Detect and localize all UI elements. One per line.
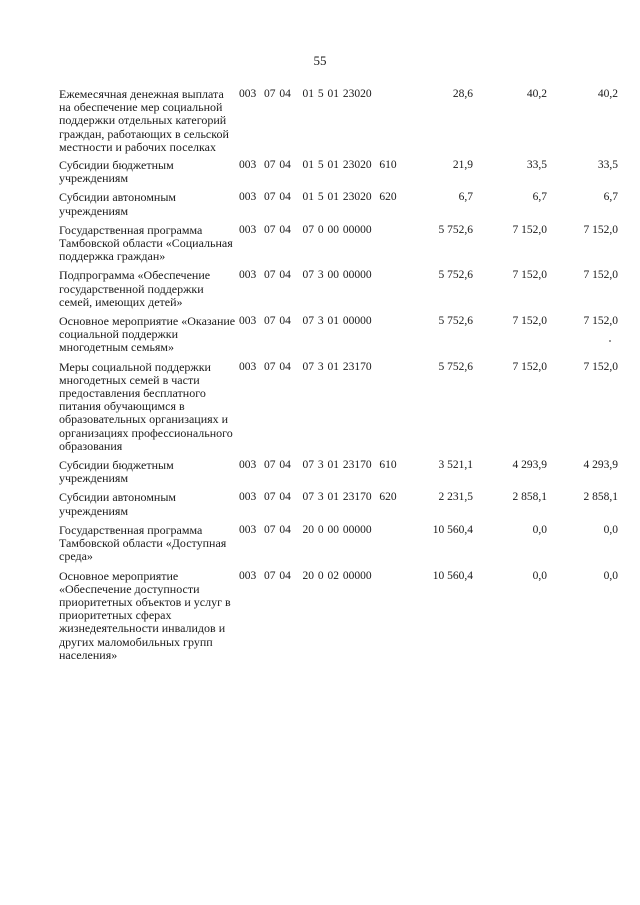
page-number: 55 xyxy=(313,53,327,68)
row-value-1: 5 752,6 xyxy=(438,360,473,373)
row-code: 003 07 04 07 3 00 00000 xyxy=(239,269,372,282)
row-code: 003 07 04 20 0 00 00000 xyxy=(239,523,372,536)
row-value-3: 0,0 xyxy=(603,569,618,582)
row-value-3: 7 152,0 xyxy=(583,223,618,236)
row-code: 003 07 04 01 5 01 23020 xyxy=(239,88,372,100)
row-value-2: 7 152,0 xyxy=(512,223,547,236)
row-code: 003 07 04 07 3 01 00000 xyxy=(239,315,372,328)
budget-table xyxy=(59,88,629,668)
row-name: Субсидии бюджетным учреждениям xyxy=(59,458,174,486)
row-value-3: 7 152,0 xyxy=(583,269,618,282)
row-value-3: 2 858,1 xyxy=(583,491,618,504)
row-name: Государственная программа Тамбовской области «Социальная поддержка граждан» xyxy=(59,222,233,264)
row-value-2: 0,0 xyxy=(532,523,547,536)
row-value-1: 5 752,6 xyxy=(438,315,473,328)
row-name: Субсидии автономным учреждениям xyxy=(59,490,176,518)
scan-speck xyxy=(609,340,611,342)
table-row xyxy=(59,88,629,154)
row-value-1: 10 560,4 xyxy=(432,523,473,536)
row-code: 003 07 04 07 0 00 00000 xyxy=(239,223,372,236)
row-value-2: 7 152,0 xyxy=(512,269,547,282)
row-name: Государственная программа Тамбовской области «Доступная среда» xyxy=(59,522,227,564)
row-value-3: 33,5 xyxy=(597,159,618,172)
row-value-1: 10 560,4 xyxy=(432,569,473,582)
table-row xyxy=(59,361,629,453)
row-value-2: 6,7 xyxy=(532,191,547,204)
row-code: 003 07 04 07 3 01 23170 610 xyxy=(239,459,397,472)
row-value-1: 21,9 xyxy=(452,159,473,172)
table-row xyxy=(59,315,629,355)
row-name: Подпрограмма «Обеспечение государственной поддержки семей, имеющих детей» xyxy=(59,268,211,309)
table-row xyxy=(59,191,629,217)
row-value-2: 0,0 xyxy=(532,569,547,582)
table-row xyxy=(59,224,629,264)
row-name: Меры социальной поддержки многодетных семей в части предоставления бесплатного питания обучающимся в образовательных организациях и организациях профессионального образования xyxy=(59,359,233,453)
row-value-3: 7 152,0 xyxy=(583,315,618,328)
row-value-2: 4 293,9 xyxy=(512,459,547,472)
row-name: Субсидии бюджетным учреждениям xyxy=(59,158,174,186)
row-code: 003 07 04 07 3 01 23170 620 xyxy=(239,491,397,504)
row-value-2: 2 858,1 xyxy=(512,491,547,504)
row-value-3: 6,7 xyxy=(603,191,618,204)
row-name: Основное мероприятие «Обеспечение доступности приоритетных объектов и услуг в приоритетных сферах жизнедеятельности инвалидов и других маломобильных групп населения» xyxy=(59,568,231,662)
table-row xyxy=(59,459,629,485)
row-value-3: 0,0 xyxy=(603,523,618,536)
row-code: 003 07 04 01 5 01 23020 620 xyxy=(239,191,397,204)
row-value-3: 7 152,0 xyxy=(583,360,618,373)
row-code: 003 07 04 20 0 02 00000 xyxy=(239,569,372,582)
row-value-3: 4 293,9 xyxy=(583,459,618,472)
row-value-2: 40,2 xyxy=(526,88,547,100)
row-name: Ежемесячная денежная выплата на обеспечение мер социальной поддержки отдельных категорий граждан, работающих в сельской местности и рабочих поселках xyxy=(59,87,229,154)
row-value-1: 2 231,5 xyxy=(438,491,473,504)
row-value-2: 7 152,0 xyxy=(512,315,547,328)
row-name: Основное мероприятие «Оказание социальной поддержки многодетным семьям» xyxy=(59,314,236,355)
table-row xyxy=(59,491,629,517)
table-row xyxy=(59,524,629,564)
row-name: Субсидии автономным учреждениям xyxy=(59,190,176,218)
row-value-2: 7 152,0 xyxy=(512,360,547,373)
row-value-1: 5 752,6 xyxy=(438,223,473,236)
row-value-2: 33,5 xyxy=(526,159,547,172)
table-row xyxy=(59,159,629,185)
row-code: 003 07 04 01 5 01 23020 610 xyxy=(239,159,397,172)
table-row xyxy=(59,570,629,662)
row-value-1: 3 521,1 xyxy=(438,459,473,472)
row-value-1: 28,6 xyxy=(452,88,473,100)
row-value-1: 5 752,6 xyxy=(438,269,473,282)
row-value-1: 6,7 xyxy=(458,191,473,204)
table-row xyxy=(59,269,629,309)
row-code: 003 07 04 07 3 01 23170 xyxy=(239,360,372,373)
row-value-3: 40,2 xyxy=(597,88,618,100)
